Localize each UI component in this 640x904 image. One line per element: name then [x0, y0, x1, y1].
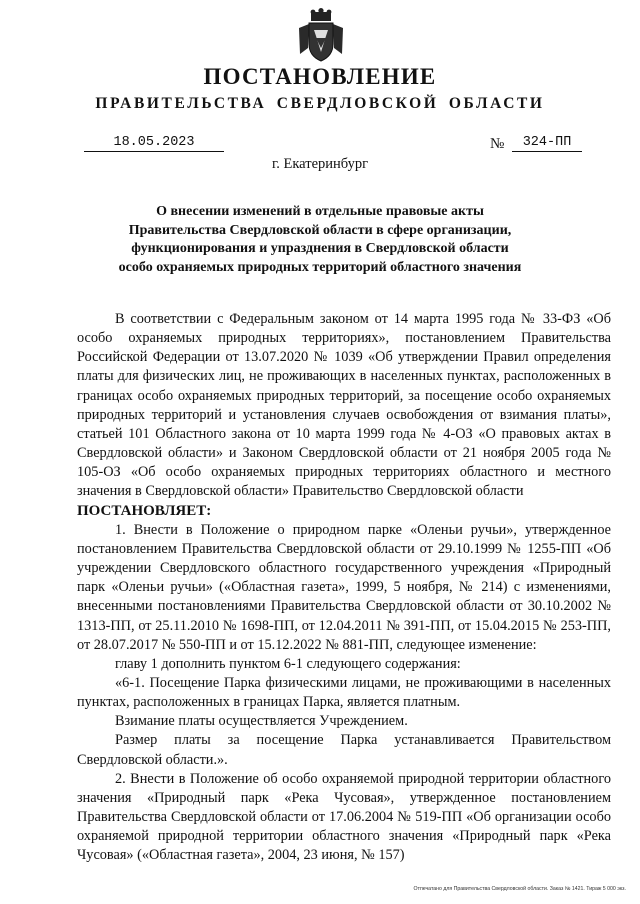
document-body: [77, 310, 611, 866]
number-sign: №: [490, 136, 505, 152]
resolve-label: ПОСТАНОВЛЯЕТ:: [77, 502, 212, 519]
preamble-paragraph: В соответствии с Федеральным законом от 14 марта 1995 года № 33-ФЗ «Об особо охраняемых природных территориях», постановлением Правительства Российской Федерации от 13.07.2020 № 1039 «Об утверждении Правил определения платы для физических лиц, не проживающих в населенных пунктах, расположенных в границах особо охраняемых природных территорий, за посещение особо охраняемых природных территорий и установления случаев освобождения от взимания платы», статьей 101 Областного закона от 10 марта 1999 года № 4-ОЗ «О правовых актах в Свердловской области» и Законом Свердловской области от 21 ноября 2005 года № 105-ОЗ «Об особо охраняемых природных территориях областного и местного значения в Свердловской области» Правительство Свердловской области: [77, 311, 611, 500]
coat-of-arms-icon: [296, 8, 346, 64]
city: г. Екатеринбург: [271, 156, 369, 172]
document-date: 18.05.2023: [84, 135, 224, 152]
heading-line: О внесении изменений в отдельные правовые акты: [156, 204, 484, 219]
heading-line: функционирования и упразднения в Свердловской области: [131, 241, 509, 256]
document-subtitle: ПРАВИТЕЛЬСТВА СВЕРДЛОВСКОЙ ОБЛАСТИ: [95, 95, 545, 112]
paragraph-amount: Размер платы за посещение Парка устанавливается Правительством Свердловской области.».: [77, 732, 611, 768]
paragraph-fee: Взимание платы осуществляется Учреждением.: [115, 713, 408, 730]
paragraph-1: 1. Внести в Положение о природном парке «Оленьи ручьи», утвержденное постановлением Правительства Свердловской области от 29.10.1999 № 1255-ПП «Об учреждении Свердловского областного государственного учреждения «Природный парк «Оленьи ручьи» («Областная газета», 1999, 5 ноября, № 214) с изменениями, внесенными постановлениями Правительства Свердловской области от 30.10.2002 № 1313-ПП, от 25.11.2010 № 1698-ПП, от 12.04.2011 № 391-ПП, от 15.04.2015 № 253-ПП, от 28.07.2017 № 550-ПП и от 15.12.2022 № 881-ПП, следующее изменение:: [77, 521, 611, 653]
heading-line: Правительства Свердловской области в сфере организации,: [128, 222, 512, 238]
paragraph-point: «6-1. Посещение Парка физическими лицами, не проживающими в населенных пунктах, расположенных в границах Парка, является платным.: [77, 674, 611, 711]
document-heading: [90, 203, 550, 277]
document-title: ПОСТАНОВЛЕНИЕ: [203, 64, 437, 89]
paragraph-2: 2. Внести в Положение об особо охраняемой природной территории областного значения «Природный парк «Река Чусовая», утвержденное постановлением Правительства Свердловской области от 17.06.2004 № 519-ПП «Об организации особо охраняемой природной территории областного значения «Природный парк «Река Чусовая» («Областная газета», 2004, 23 июня, № 157): [77, 770, 611, 864]
print-footer: Отпечатано для Правительства Свердловской области. Заказ № 1421. Тираж 5 000 экз.: [413, 886, 626, 892]
heading-line: особо охраняемых природных территорий областного значения: [118, 259, 522, 275]
document-number: 324-ПП: [512, 135, 582, 152]
paragraph-chapter: главу 1 дополнить пунктом 6-1 следующего содержания:: [115, 655, 461, 672]
